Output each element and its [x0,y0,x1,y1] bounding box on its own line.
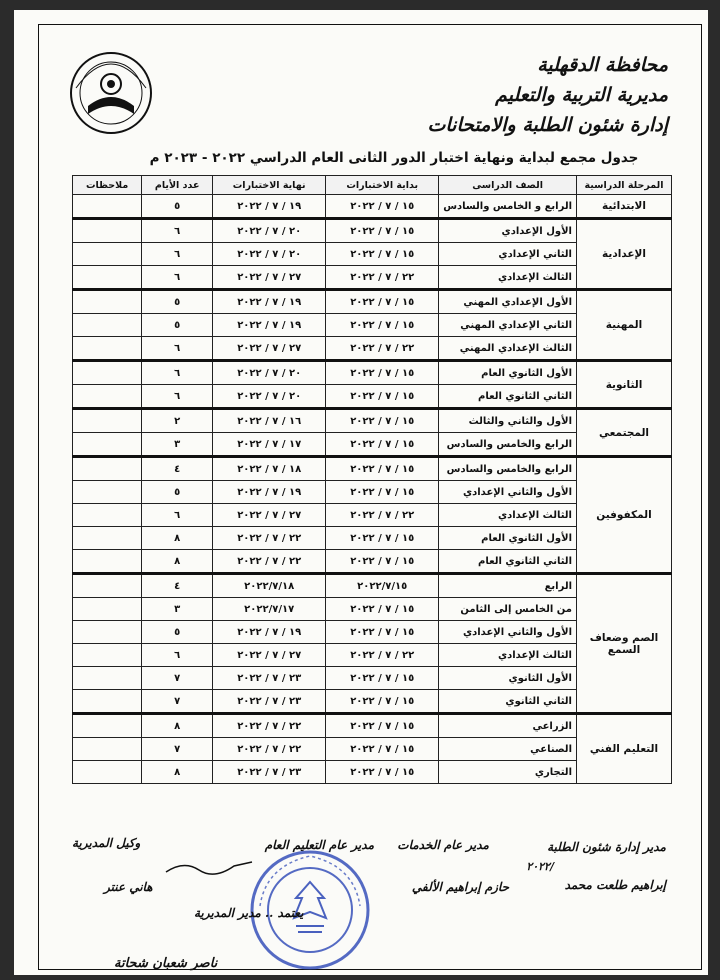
days-cell: ٦ [142,219,213,243]
grade-cell: الثالث الإعدادي المهني [439,337,577,361]
days-cell: ٥ [142,621,213,644]
grade-cell: التجاري [439,761,577,784]
days-cell: ٤ [142,457,213,481]
end-date-cell: ١٩ / ٧ / ٢٠٢٢ [213,621,326,644]
notes-cell [73,550,142,574]
grade-cell: الثاني الثانوي [439,690,577,714]
days-cell: ٨ [142,527,213,550]
start-date-cell: ١٥ / ٧ / ٢٠٢٢ [326,243,439,266]
handwritten-signature [164,858,254,878]
signatures-block [54,830,674,980]
notes-cell [73,574,142,598]
grade-cell: الأول الإعدادي [439,219,577,243]
days-cell: ٣ [142,598,213,621]
signature-role-services: مدير عام الخدمات [397,838,489,852]
stage-cell: المهنية [577,290,672,361]
end-date-cell: ١٩ / ٧ / ٢٠٢٢ [213,195,326,219]
days-cell: ٦ [142,385,213,409]
signature-role-student-affairs: مدير إدارة شئون الطلبة [547,840,666,854]
notes-cell [73,598,142,621]
start-date-cell: ١٥ / ٧ / ٢٠٢٢ [326,385,439,409]
start-date-cell: ١٥ / ٧ / ٢٠٢٢ [326,761,439,784]
signature-name-services: حازم إبراهيم الألفي [411,880,509,894]
notes-cell [73,337,142,361]
grade-cell: الأول والثاني والثالث [439,409,577,433]
days-cell: ٤ [142,574,213,598]
end-date-cell: ٢٠٢٢/٧/١٧ [213,598,326,621]
notes-cell [73,644,142,667]
end-date-cell: ٢٢ / ٧ / ٢٠٢٢ [213,550,326,574]
signature-date: ٢٠٢٢/ [526,860,554,873]
approval-label: يعتمد .. مدير المديرية [194,906,304,920]
days-cell: ٦ [142,337,213,361]
end-date-cell: ٢٣ / ٧ / ٢٠٢٢ [213,667,326,690]
start-date-cell: ١٥ / ٧ / ٢٠٢٢ [326,314,439,337]
start-date-cell: ١٥ / ٧ / ٢٠٢٢ [326,714,439,738]
grade-cell: الأول الثانوي العام [439,361,577,385]
grade-cell: الثالث الإعدادي [439,266,577,290]
signature-name-student-affairs: إبراهيم طلعت محمد [564,878,666,892]
end-date-cell: ١٦ / ٧ / ٢٠٢٢ [213,409,326,433]
notes-cell [73,219,142,243]
grade-cell: من الخامس إلى الثامن [439,598,577,621]
days-cell: ٨ [142,714,213,738]
grade-cell: الثالث الإعدادي [439,644,577,667]
end-date-cell: ١٧ / ٧ / ٢٠٢٢ [213,433,326,457]
days-cell: ٥ [142,290,213,314]
grade-cell: الثاني الإعدادي المهني [439,314,577,337]
end-date-cell: ٢٠ / ٧ / ٢٠٢٢ [213,219,326,243]
notes-cell [73,690,142,714]
table-row [73,409,672,433]
notes-cell [73,409,142,433]
start-date-cell: ١٥ / ٧ / ٢٠٢٢ [326,550,439,574]
notes-cell [73,290,142,314]
notes-cell [73,667,142,690]
days-cell: ٧ [142,738,213,761]
table-row [73,361,672,385]
document-sheet [14,10,708,975]
end-date-cell: ١٩ / ٧ / ٢٠٢٢ [213,314,326,337]
stage-cell: المجتمعي [577,409,672,457]
table-row [73,290,672,314]
exam-schedule-table [72,175,672,784]
notes-cell [73,738,142,761]
signature-role-deputy: وكيل المديرية [72,836,141,850]
days-cell: ٣ [142,433,213,457]
notes-cell [73,481,142,504]
start-date-cell: ١٥ / ٧ / ٢٠٢٢ [326,527,439,550]
header-start: بداية الاختبارات [326,176,439,195]
document-title: جدول مجمع لبداية ونهاية اختبار الدور الثانى العام الدراسي ٢٠٢٢ - ٢٠٢٣ م [149,150,639,166]
end-date-cell: ٢٠ / ٧ / ٢٠٢٢ [213,243,326,266]
header-days: عدد الأيام [142,176,213,195]
stage-cell: الابتدائية [577,195,672,219]
signature-role-general-education: مدير عام التعليم العام [264,838,374,852]
notes-cell [73,504,142,527]
grade-cell: الزراعي [439,714,577,738]
days-cell: ٨ [142,550,213,574]
start-date-cell: ١٥ / ٧ / ٢٠٢٢ [326,598,439,621]
start-date-cell: ١٥ / ٧ / ٢٠٢٢ [326,690,439,714]
days-cell: ٧ [142,667,213,690]
grade-cell: الرابع و الخامس والسادس [439,195,577,219]
grade-cell: الثاني الثانوي العام [439,550,577,574]
end-date-cell: ١٩ / ٧ / ٢٠٢٢ [213,290,326,314]
end-date-cell: ١٩ / ٧ / ٢٠٢٢ [213,481,326,504]
table-row [73,714,672,738]
stage-cell: الصم وضعاف السمع [577,574,672,714]
notes-cell [73,361,142,385]
start-date-cell: ١٥ / ٧ / ٢٠٢٢ [326,433,439,457]
end-date-cell: ٢٧ / ٧ / ٢٠٢٢ [213,644,326,667]
start-date-cell: ١٥ / ٧ / ٢٠٢٢ [326,195,439,219]
stage-cell: الثانوية [577,361,672,409]
grade-cell: الثالث الإعدادي [439,504,577,527]
table-body [73,195,672,784]
end-date-cell: ٢٢ / ٧ / ٢٠٢٢ [213,714,326,738]
notes-cell [73,314,142,337]
grade-cell: الرابع [439,574,577,598]
grade-cell: الرابع والخامس والسادس [439,433,577,457]
notes-cell [73,385,142,409]
start-date-cell: ٢٢ / ٧ / ٢٠٢٢ [326,644,439,667]
stage-cell: التعليم الفني [577,714,672,784]
start-date-cell: ١٥ / ٧ / ٢٠٢٢ [326,361,439,385]
end-date-cell: ٢٧ / ٧ / ٢٠٢٢ [213,504,326,527]
days-cell: ٧ [142,690,213,714]
start-date-cell: ٢٢ / ٧ / ٢٠٢٢ [326,504,439,527]
start-date-cell: ١٥ / ٧ / ٢٠٢٢ [326,621,439,644]
header-block [428,50,669,140]
start-date-cell: ١٥ / ٧ / ٢٠٢٢ [326,409,439,433]
days-cell: ٥ [142,195,213,219]
start-date-cell: ٢٢ / ٧ / ٢٠٢٢ [326,337,439,361]
end-date-cell: ٢٢ / ٧ / ٢٠٢٢ [213,527,326,550]
header-line-department: إدارة شئون الطلبة والامتحانات [427,114,668,136]
end-date-cell: ٢٠ / ٧ / ٢٠٢٢ [213,385,326,409]
start-date-cell: ١٥ / ٧ / ٢٠٢٢ [326,667,439,690]
days-cell: ٦ [142,361,213,385]
directorate-logo [66,48,156,138]
notes-cell [73,761,142,784]
end-date-cell: ٢٧ / ٧ / ٢٠٢٢ [213,266,326,290]
notes-cell [73,621,142,644]
start-date-cell: ١٥ / ٧ / ٢٠٢٢ [326,290,439,314]
header-line-directorate: مديرية التربية والتعليم [495,84,668,106]
start-date-cell: ١٥ / ٧ / ٢٠٢٢ [326,738,439,761]
days-cell: ٥ [142,481,213,504]
end-date-cell: ٢٢ / ٧ / ٢٠٢٢ [213,738,326,761]
table-row [73,195,672,219]
start-date-cell: ١٥ / ٧ / ٢٠٢٢ [326,219,439,243]
director-name: ناصر شعبان شحاتة [114,956,218,971]
start-date-cell: ١٥ / ٧ / ٢٠٢٢ [326,481,439,504]
signature-name-deputy: هاني عنتر [104,880,153,894]
grade-cell: الأول الإعدادي المهني [439,290,577,314]
days-cell: ٨ [142,761,213,784]
days-cell: ٦ [142,243,213,266]
notes-cell [73,433,142,457]
grade-cell: الصناعي [439,738,577,761]
grade-cell: الأول الثانوي [439,667,577,690]
header-grade: الصف الدراسى [439,176,577,195]
days-cell: ٦ [142,266,213,290]
notes-cell [73,714,142,738]
grade-cell: الأول والثاني الإعدادي [439,481,577,504]
header-end: نهاية الاختبارات [213,176,326,195]
end-date-cell: ١٨ / ٧ / ٢٠٢٢ [213,457,326,481]
table-row [73,219,672,243]
days-cell: ٦ [142,644,213,667]
start-date-cell: ١٥ / ٧ / ٢٠٢٢ [326,457,439,481]
days-cell: ٦ [142,504,213,527]
grade-cell: الرابع والخامس والسادس [439,457,577,481]
header-stage: المرحلة الدراسية [577,176,672,195]
grade-cell: الثاني الثانوي العام [439,385,577,409]
notes-cell [73,195,142,219]
end-date-cell: ٢٠ / ٧ / ٢٠٢٢ [213,361,326,385]
notes-cell [73,457,142,481]
stage-cell: المكفوفين [577,457,672,574]
end-date-cell: ٢٠٢٢/٧/١٨ [213,574,326,598]
stage-cell: الإعدادية [577,219,672,290]
notes-cell [73,243,142,266]
notes-cell [73,527,142,550]
grade-cell: الثاني الإعدادي [439,243,577,266]
end-date-cell: ٢٣ / ٧ / ٢٠٢٢ [213,690,326,714]
table-row [73,457,672,481]
end-date-cell: ٢٧ / ٧ / ٢٠٢٢ [213,337,326,361]
table-row [73,574,672,598]
header-notes: ملاحظات [73,176,142,195]
end-date-cell: ٢٣ / ٧ / ٢٠٢٢ [213,761,326,784]
start-date-cell: ٢٠٢٢/٧/١٥ [326,574,439,598]
grade-cell: الأول والثاني الإعدادي [439,621,577,644]
days-cell: ٢ [142,409,213,433]
notes-cell [73,266,142,290]
days-cell: ٥ [142,314,213,337]
grade-cell: الأول الثانوي العام [439,527,577,550]
header-line-governorate: محافظة الدقهلية [537,54,668,76]
table-header-row [73,176,672,195]
start-date-cell: ٢٢ / ٧ / ٢٠٢٢ [326,266,439,290]
